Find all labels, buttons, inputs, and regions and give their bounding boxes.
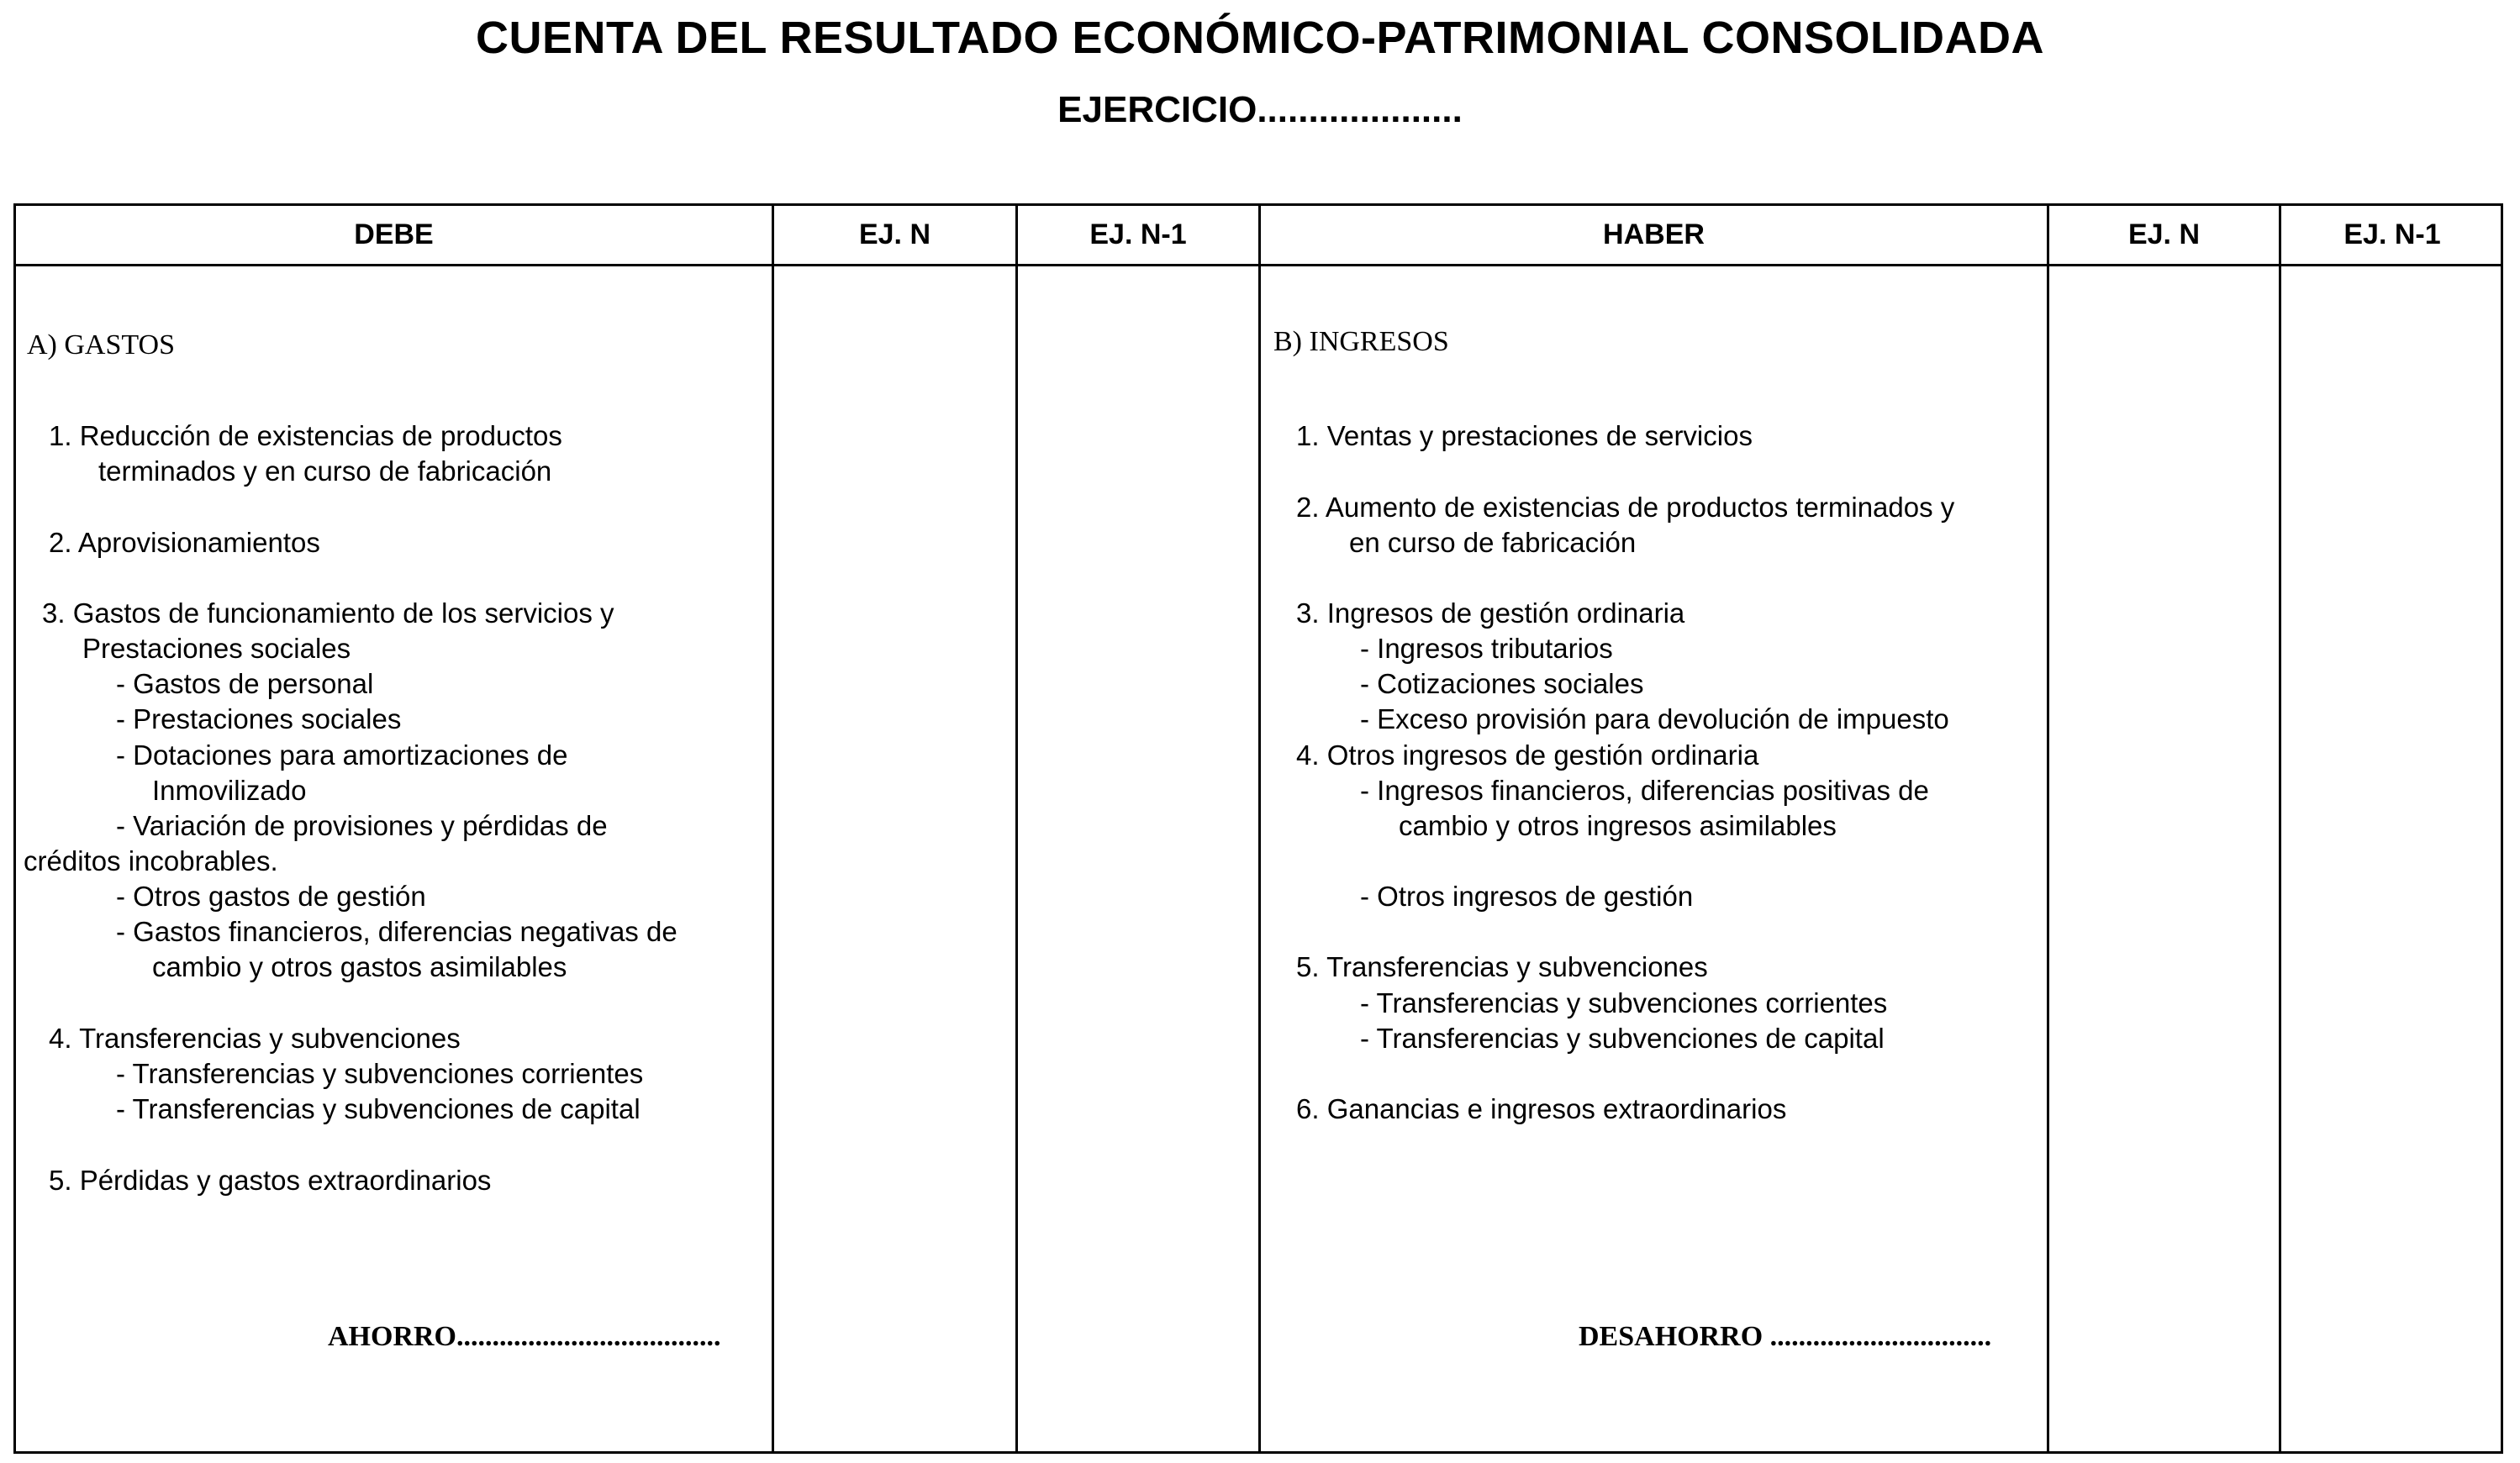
document-subtitle: EJERCICIO....................	[1057, 89, 1463, 130]
debe-line: - Transferencias y subvenciones corrientes	[116, 1058, 644, 1089]
haber-line: - Ingresos financieros, diferencias positivas de	[1360, 775, 1929, 806]
haber-line: - Cotizaciones sociales	[1360, 668, 1644, 699]
column-header-haber: HABER	[1603, 218, 1705, 250]
debe-line: 1. Reducción de existencias de productos	[49, 420, 562, 451]
column-divider	[1258, 203, 1261, 1454]
debe-line: Prestaciones sociales	[82, 633, 351, 664]
haber-line: 5. Transferencias y subvenciones	[1296, 951, 1708, 982]
haber-line: 2. Aumento de existencias de productos terminados y	[1296, 492, 1955, 523]
ingresos-section-title: B) INGRESOS	[1273, 326, 1449, 357]
column-divider	[772, 203, 774, 1454]
debe-line: terminados y en curso de fabricación	[98, 455, 552, 487]
column-divider	[1015, 203, 1018, 1454]
haber-line: - Exceso provisión para devolución de impuesto	[1360, 703, 1949, 734]
haber-line: 6. Ganancias e ingresos extraordinarios	[1296, 1093, 1787, 1124]
column-divider	[2279, 203, 2281, 1454]
debe-line: - Otros gastos de gestión	[116, 881, 426, 912]
column-header-ej-n-left: EJ. N	[858, 218, 931, 250]
debe-line: - Prestaciones sociales	[116, 703, 402, 734]
haber-line: - Otros ingresos de gestión	[1360, 881, 1694, 912]
column-header-ej-n1-left: EJ. N-1	[1089, 218, 1187, 250]
debe-line: 2. Aprovisionamientos	[49, 527, 320, 558]
haber-line: - Transferencias y subvenciones de capital	[1360, 1023, 1885, 1054]
debe-line: - Variación de provisiones y pérdidas de	[116, 810, 608, 841]
column-header-ej-n1-right: EJ. N-1	[2343, 218, 2441, 250]
debe-line: cambio y otros gastos asimilables	[152, 951, 567, 982]
debe-line: - Dotaciones para amortizaciones de	[116, 739, 568, 771]
haber-line: en curso de fabricación	[1349, 527, 1637, 558]
column-header-debe: DEBE	[354, 218, 434, 250]
haber-line: - Ingresos tributarios	[1360, 633, 1613, 664]
gastos-section-title: A) GASTOS	[27, 329, 176, 360]
ahorro-label: AHORRO.....................................	[328, 1321, 721, 1352]
haber-line: 3. Ingresos de gestión ordinaria	[1296, 597, 1685, 629]
haber-line: - Transferencias y subvenciones corrientes	[1360, 987, 1888, 1018]
debe-line: Inmovilizado	[152, 775, 307, 806]
debe-line: 3. Gastos de funcionamiento de los servicios y	[42, 597, 614, 629]
haber-line: 1. Ventas y prestaciones de servicios	[1296, 420, 1753, 451]
debe-line: - Transferencias y subvenciones de capital	[116, 1093, 641, 1124]
debe-line: 5. Pérdidas y gastos extraordinarios	[49, 1165, 492, 1196]
debe-line: créditos incobrables.	[24, 845, 278, 876]
column-header-ej-n-right: EJ. N	[2127, 218, 2201, 250]
haber-line: 4. Otros ingresos de gestión ordinaria	[1296, 739, 1759, 771]
haber-line: cambio y otros ingresos asimilables	[1399, 810, 1837, 841]
document-title: CUENTA DEL RESULTADO ECONÓMICO-PATRIMONIAL CONSOLIDADA	[476, 13, 2044, 63]
debe-line: - Gastos de personal	[116, 668, 374, 699]
column-divider	[2047, 203, 2049, 1454]
debe-line: 4. Transferencias y subvenciones	[49, 1023, 461, 1054]
desahorro-label: DESAHORRO ...............................	[1579, 1321, 1992, 1352]
debe-line: - Gastos financieros, diferencias negativas de	[116, 916, 677, 947]
